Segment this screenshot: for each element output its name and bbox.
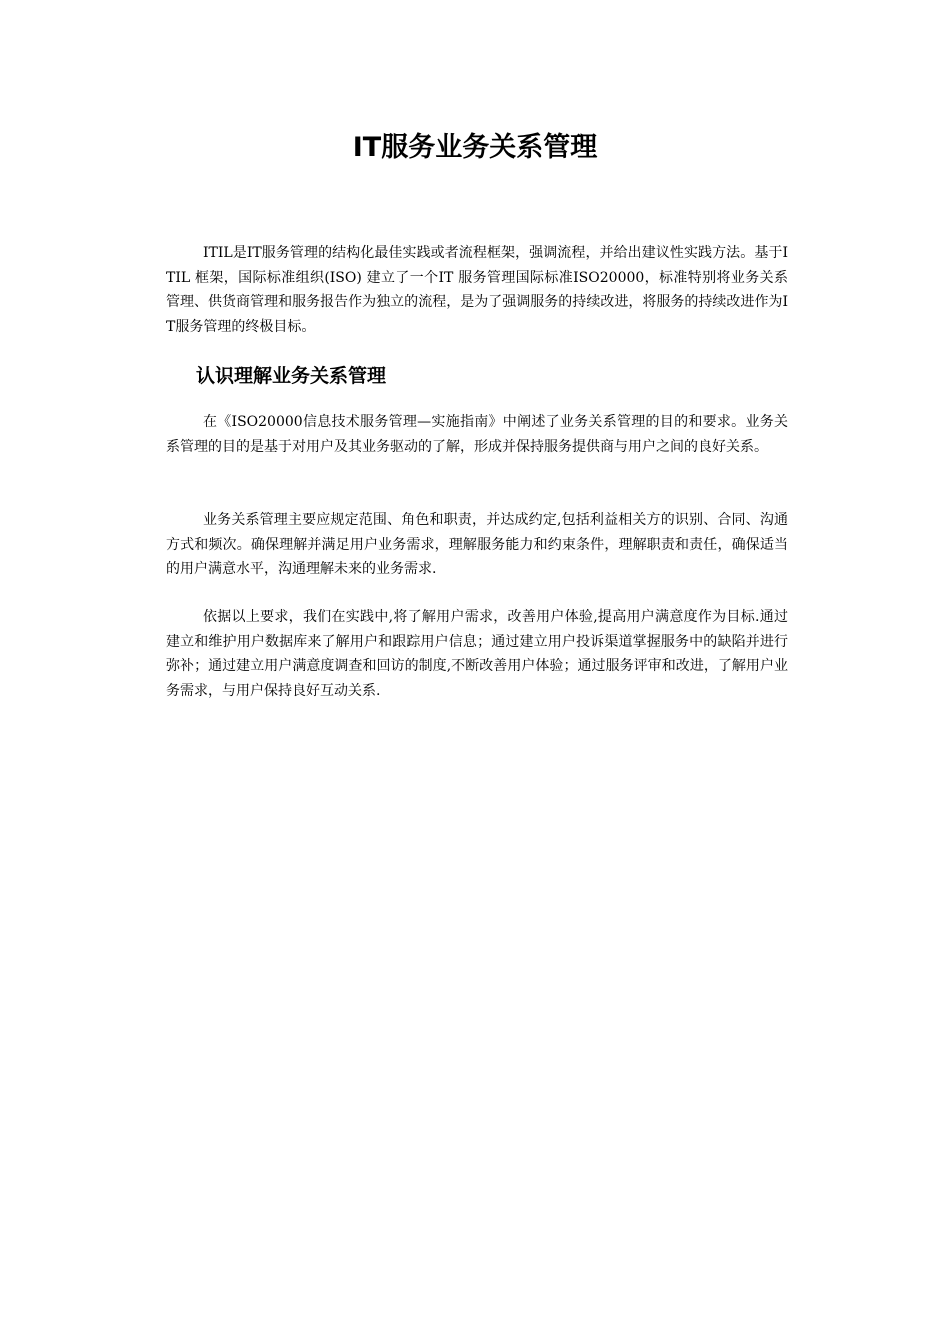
section-paragraph-practice: 依据以上要求，我们在实践中,将了解用户需求，改善用户体验,提高用户满意度作为目标.通过建立和维护用户数据库来了解用户和跟踪用户信息；通过建立用户投诉渠道掌握服务中的缺陷并进行弥补；通过建立用户满意度调查和回访的制度,不断改善用户体验；通过服务评审和改进，了解用户业务需求，与用户保持良好互动关系. xyxy=(166,609,788,699)
section-heading: 认识理解业务关系管理 xyxy=(196,365,387,387)
document-title: IT服务业务关系管理 xyxy=(352,132,598,163)
section-paragraph-scope: 业务关系管理主要应规定范围、角色和职责，并达成约定,包括利益相关方的识别、合同、沟通方式和频次。确保理解并满足用户业务需求，理解服务能力和约束条件，理解职责和责任，确保适当的用户满意水平，沟通理解未来的业务需求. xyxy=(166,512,788,577)
intro-paragraph: ITIL是IT服务管理的结构化最佳实践或者流程框架，强调流程，并给出建议性实践方法。基于ITIL 框架，国际标准组织(ISO) 建立了一个IT 服务管理国际标准ISO20000，标准特别将业务关系管理、供货商管理和服务报告作为独立的流程，是为了强调服务的持续改进，将服务的持续改进作为IT服务管理的终极目标。 xyxy=(166,245,788,335)
section-paragraph-purpose: 在《ISO20000信息技术服务管理—实施指南》中阐述了业务关系管理的目的和要求。业务关系管理的目的是基于对用户及其业务驱动的了解，形成并保持服务提供商与用户之间的良好关系。 xyxy=(166,414,788,455)
